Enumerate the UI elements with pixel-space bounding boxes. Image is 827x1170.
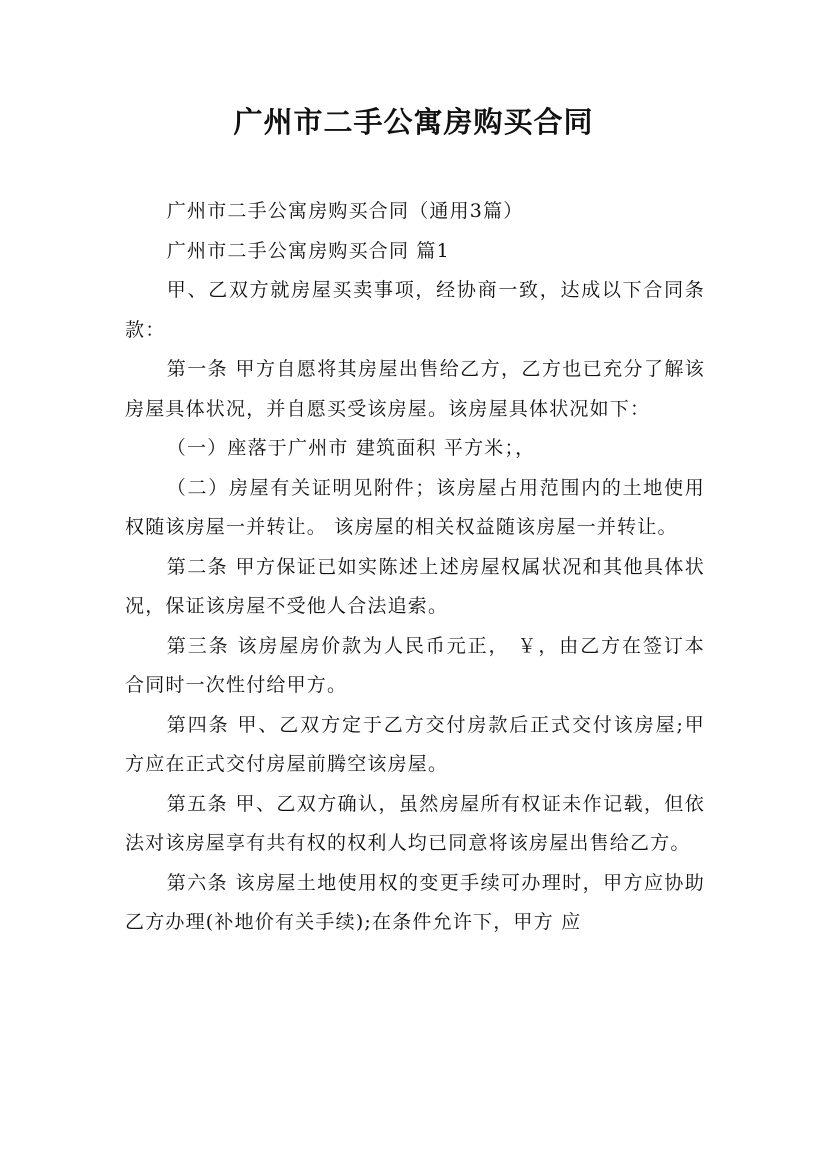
paragraph-item-2: （二）房屋有关证明见附件；该房屋占用范围内的土地使用权随该房屋一并转让。 该房屋的相关权益随该房屋一并转让。 [125, 476, 705, 538]
paragraph-article-1: 第一条 甲方自愿将其房屋出售给乙方，乙方也已充分了解该房屋具体状况，并自愿买受该房屋。该房屋具体状况如下： [125, 358, 705, 420]
document-body [125, 192, 705, 943]
paragraph-article-5: 第五条 甲、乙双方确认，虽然房屋所有权证未作记载，但依法对该房屋享有共有权的权利人均已同意将该房屋出售给乙方。 [125, 792, 705, 854]
paragraph-section-heading: 广州市二手公寓房购买合同 篇1 [166, 239, 450, 262]
paragraph-intro: 甲、乙双方就房屋买卖事项，经协商一致，达成以下合同条款： [125, 279, 705, 341]
document-title: 广州市二手公寓房购买合同 [233, 105, 594, 139]
paragraph-article-3: 第三条 该房屋房价款为人民币元正， ￥，由乙方在签订本合同时一次性付给甲方。 [125, 634, 705, 696]
paragraph-item-1: （一）座落于广州市 建筑面积 平方米；， [166, 437, 536, 459]
paragraph-article-4: 第四条 甲、乙双方定于乙方交付房款后正式交付该房屋;甲方应在正式交付房屋前腾空该房屋。 [125, 713, 705, 775]
paragraph-subtitle: 广州市二手公寓房购买合同（通用3篇） [166, 200, 524, 222]
paragraph-article-2: 第二条 甲方保证已如实陈述上述房屋权属状况和其他具体状况，保证该房屋不受他人合法追索。 [125, 555, 705, 617]
paragraph-article-6: 第六条 该房屋土地使用权的变更手续可办理时，甲方应协助乙方办理(补地价有关手续);在条件允许下，甲方 应 [125, 871, 705, 933]
